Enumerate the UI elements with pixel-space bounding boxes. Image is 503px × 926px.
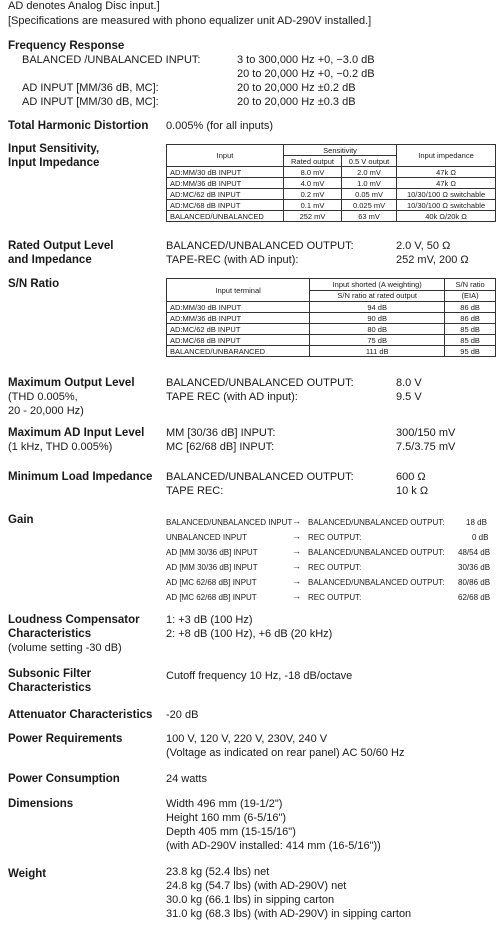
table-row <box>167 167 496 178</box>
weight-line: 31.0 kg (68.3 lbs) (with AD-290V) in sipping carton <box>166 908 412 920</box>
attenuator-value: -20 dB <box>166 709 199 721</box>
gain-to: BALANCED/UNBALANCED OUTPUT: <box>308 518 445 527</box>
cell-eia: 85 dB <box>445 324 496 335</box>
min-load-row1-name: BALANCED/UNBALANCED OUTPUT: <box>166 471 354 483</box>
gain-value: 30/36 dB <box>458 563 491 572</box>
arrow-right-icon: → <box>292 561 301 571</box>
max-ad-row2-value: 7.5/3.75 mV <box>396 441 456 453</box>
freq-row-value: 20 to 20,000 Hz +0, −0.2 dB <box>237 68 375 80</box>
cell-a-weighted: 111 dB <box>310 346 445 357</box>
freq-row-value: 3 to 300,000 Hz +0, −3.0 dB <box>237 54 375 66</box>
max-output-label: Maximum Output Level <box>8 377 135 389</box>
header-note-2: [Specifications are measured with phono equalizer unit AD-290V installed.] <box>8 15 372 27</box>
power-req-line1: 100 V, 120 V, 220 V, 230V, 240 V <box>166 733 328 745</box>
thd-label: Total Harmonic Distortion <box>8 120 149 132</box>
cell-impedance: 40k Ω/20k Ω <box>397 211 496 222</box>
cell-eia: 86 dB <box>445 302 496 313</box>
gain-label: Gain <box>8 514 34 526</box>
gain-from: AD [MM 30/36 dB] INPUT <box>166 548 258 557</box>
cell-input: BALANCED/UNBALANCED <box>167 211 284 222</box>
table-row <box>167 302 496 313</box>
arrow-right-icon: → <box>292 576 301 586</box>
loudness-line2: 2: +8 dB (100 Hz), +6 dB (20 kHz) <box>166 628 333 640</box>
freq-row-value: 20 to 20,000 Hz ±0.3 dB <box>237 96 356 108</box>
header-note-1: AD denotes Analog Disc input.] <box>8 0 160 12</box>
rated-row2-name: TAPE-REC (with AD input): <box>166 254 299 266</box>
cell-a-weighted: 75 dB <box>310 335 445 346</box>
loudness-label-2: Characteristics <box>8 628 92 640</box>
gain-to: REC OUTPUT: <box>308 563 362 572</box>
table-row <box>167 324 496 335</box>
cell-eia: 85 dB <box>445 335 496 346</box>
max-output-row2-name: TAPE REC (with AD input): <box>166 391 298 403</box>
power-req-label: Power Requirements <box>8 733 123 745</box>
min-load-label: Minimum Load Impedance <box>8 471 153 483</box>
rated-row1-name: BALANCED/UNBALANCED OUTPUT: <box>166 240 354 252</box>
cell-input: AD:MC/68 dB INPUT <box>167 200 284 211</box>
min-load-row1-value: 600 Ω <box>396 471 426 483</box>
gain-value: 48/54 dB <box>458 548 491 557</box>
power-req-line2: (Voltage as indicated on rear panel) AC 50/60 Hz <box>166 747 405 759</box>
loudness-condition: (volume setting -30 dB) <box>8 642 122 654</box>
cell-terminal: AD:MC/62 dB INPUT <box>167 324 310 335</box>
subsonic-label-2: Characteristics <box>8 682 92 694</box>
gain-value: 18 dB <box>466 518 487 527</box>
gain-to: REC OUTPUT: <box>308 593 362 602</box>
table-row <box>167 335 496 346</box>
weight-label: Weight <box>8 868 47 880</box>
th-sensitivity: Sensitivity <box>284 145 397 156</box>
loudness-label: Loudness Compensator <box>8 614 140 626</box>
max-output-row1-value: 8.0 V <box>396 377 422 389</box>
cell-a-weighted: 80 dB <box>310 324 445 335</box>
th-input: Input <box>167 145 284 167</box>
cell-rated: 0.2 mV <box>284 189 342 200</box>
table-row <box>167 200 496 211</box>
table-row <box>167 178 496 189</box>
cell-half: 0.05 mV <box>341 189 396 200</box>
cell-input: AD:MC/62 dB INPUT <box>167 189 284 200</box>
cell-eia: 95 dB <box>445 346 496 357</box>
freq-row-name: AD INPUT [MM/30 dB, MC]: <box>22 96 159 108</box>
power-consumption-label: Power Consumption <box>8 773 120 785</box>
cell-rated: 0.1 mV <box>284 200 342 211</box>
min-load-row2-value: 10 k Ω <box>396 485 429 497</box>
cell-a-weighted: 94 dB <box>310 302 445 313</box>
dimensions-label: Dimensions <box>8 798 74 810</box>
th-input-impedance: Input impedance <box>397 145 496 167</box>
max-ad-row1-value: 300/150 mV <box>396 427 456 439</box>
gain-from: AD [MM 30/36 dB] INPUT <box>166 563 258 572</box>
th-rated-output: Rated output <box>284 156 342 167</box>
rated-row1-value: 2.0 V, 50 Ω <box>396 240 451 252</box>
input-sensitivity-label: Input Sensitivity, <box>8 143 100 155</box>
arrow-right-icon: → <box>292 591 301 601</box>
dimension-line: Width 496 mm (19-1/2") <box>166 798 283 810</box>
max-output-row1-name: BALANCED/UNBALANCED OUTPUT: <box>166 377 354 389</box>
weight-line: 30.0 kg (66.1 lbs) in sipping carton <box>166 894 335 906</box>
table-row <box>167 189 496 200</box>
gain-from: AD [MC 62/68 dB] INPUT <box>166 593 257 602</box>
sn-ratio-table <box>166 278 496 357</box>
subsonic-value: Cutoff frequency 10 Hz, -18 dB/octave <box>166 670 353 682</box>
rated-impedance-label: and Impedance <box>8 254 92 266</box>
arrow-right-icon: → <box>292 546 301 556</box>
cell-terminal: AD:MC/68 dB INPUT <box>167 335 310 346</box>
cell-eia: 86 dB <box>445 313 496 324</box>
weight-line: 24.8 kg (54.7 lbs) (with AD-290V) net <box>166 880 347 892</box>
max-output-cond1: (THD 0.005%, <box>8 391 78 403</box>
table-row <box>167 211 496 222</box>
freq-row-value: 20 to 20,000 Hz ±0.2 dB <box>237 82 356 94</box>
cell-impedance: 47k Ω <box>397 167 496 178</box>
gain-value: 62/68 dB <box>458 593 491 602</box>
table-row <box>167 346 496 357</box>
attenuator-label: Attenuator Characteristics <box>8 709 153 721</box>
min-load-row2-name: TAPE REC: <box>166 485 224 497</box>
th-input-terminal: Input terminal <box>167 279 310 302</box>
th-sn-eia <box>445 279 496 291</box>
dimension-line: Height 160 mm (6-5/16") <box>166 812 287 824</box>
max-ad-input-cond: (1 kHz, THD 0.005%) <box>8 441 113 453</box>
cell-impedance: 10/30/100 Ω switchable <box>397 200 496 211</box>
freq-row-name: BALANCED /UNBALANCED INPUT: <box>22 54 201 66</box>
power-consumption-value: 24 watts <box>166 773 207 785</box>
gain-from: AD [MC 62/68 dB] INPUT <box>166 578 257 587</box>
cell-half: 0.025 mV <box>341 200 396 211</box>
table-row <box>167 313 496 324</box>
arrow-right-icon: → <box>292 531 301 541</box>
gain-value: 80/86 dB <box>458 578 491 587</box>
max-ad-row1-name: MM [30/36 dB] INPUT: <box>166 427 276 439</box>
cell-impedance: 10/30/100 Ω switchable <box>397 189 496 200</box>
th-half-volt-output: 0.5 V output <box>341 156 396 167</box>
freq-row-name: AD INPUT [MM/36 dB, MC]: <box>22 82 159 94</box>
weight-line: 23.8 kg (52.4 lbs) net <box>166 866 270 878</box>
rated-output-label: Rated Output Level <box>8 240 114 252</box>
max-ad-row2-name: MC [62/68 dB] INPUT: <box>166 441 275 453</box>
cell-half: 1.0 mV <box>341 178 396 189</box>
th-eia: (EIA) <box>445 290 496 302</box>
cell-terminal: AD:MM/30 dB INPUT <box>167 302 310 313</box>
loudness-line1: 1: +3 dB (100 Hz) <box>166 614 253 626</box>
cell-terminal: AD:MM/36 dB INPUT <box>167 313 310 324</box>
input-impedance-label: Input Impedance <box>8 157 100 169</box>
th-sn-rated: S/N ratio at rated output <box>310 290 445 302</box>
cell-impedance: 47k Ω <box>397 178 496 189</box>
thd-value: 0.005% (for all inputs) <box>166 120 273 132</box>
max-output-row2-value: 9.5 V <box>396 391 422 403</box>
cell-a-weighted: 90 dB <box>310 313 445 324</box>
cell-rated: 252 mV <box>284 211 342 222</box>
cell-half: 2.0 mV <box>341 167 396 178</box>
dimension-line: Depth 405 mm (15-15/16") <box>166 826 296 838</box>
arrow-right-icon: → <box>292 516 301 526</box>
gain-to: REC OUTPUT: <box>308 533 362 542</box>
sn-ratio-label: S/N Ratio <box>8 278 60 290</box>
subsonic-label: Subsonic Filter <box>8 668 92 680</box>
freq-response-label: Frequency Response <box>8 40 125 52</box>
cell-terminal: BALANCED/UNBARANCED <box>167 346 310 357</box>
gain-value: 0 dB <box>472 533 489 542</box>
th-input-shorted: Input shorted (A weighting) <box>310 279 445 291</box>
th-sn-eia-line1: S/N ratio <box>455 279 485 289</box>
cell-input: AD:MM/30 dB INPUT <box>167 167 284 178</box>
gain-to: BALANCED/UNBALANCED OUTPUT: <box>308 578 445 587</box>
rated-row2-value: 252 mV, 200 Ω <box>396 254 469 266</box>
cell-rated: 8.0 mV <box>284 167 342 178</box>
cell-half: 63 mV <box>341 211 396 222</box>
cell-input: AD:MM/36 dB INPUT <box>167 178 284 189</box>
sensitivity-table <box>166 144 496 222</box>
cell-rated: 4.0 mV <box>284 178 342 189</box>
gain-from: BALANCED/UNBALANCED INPUT <box>166 518 293 527</box>
max-ad-input-label: Maximum AD Input Level <box>8 427 145 439</box>
gain-to: BALANCED/UNBALANCED OUTPUT: <box>308 548 445 557</box>
max-output-cond2: 20 - 20,000 Hz) <box>8 405 84 417</box>
dimension-line: (with AD-290V installed: 414 mm (16-5/16")) <box>166 840 381 852</box>
gain-from: UNBALANCED INPUT <box>166 533 247 542</box>
